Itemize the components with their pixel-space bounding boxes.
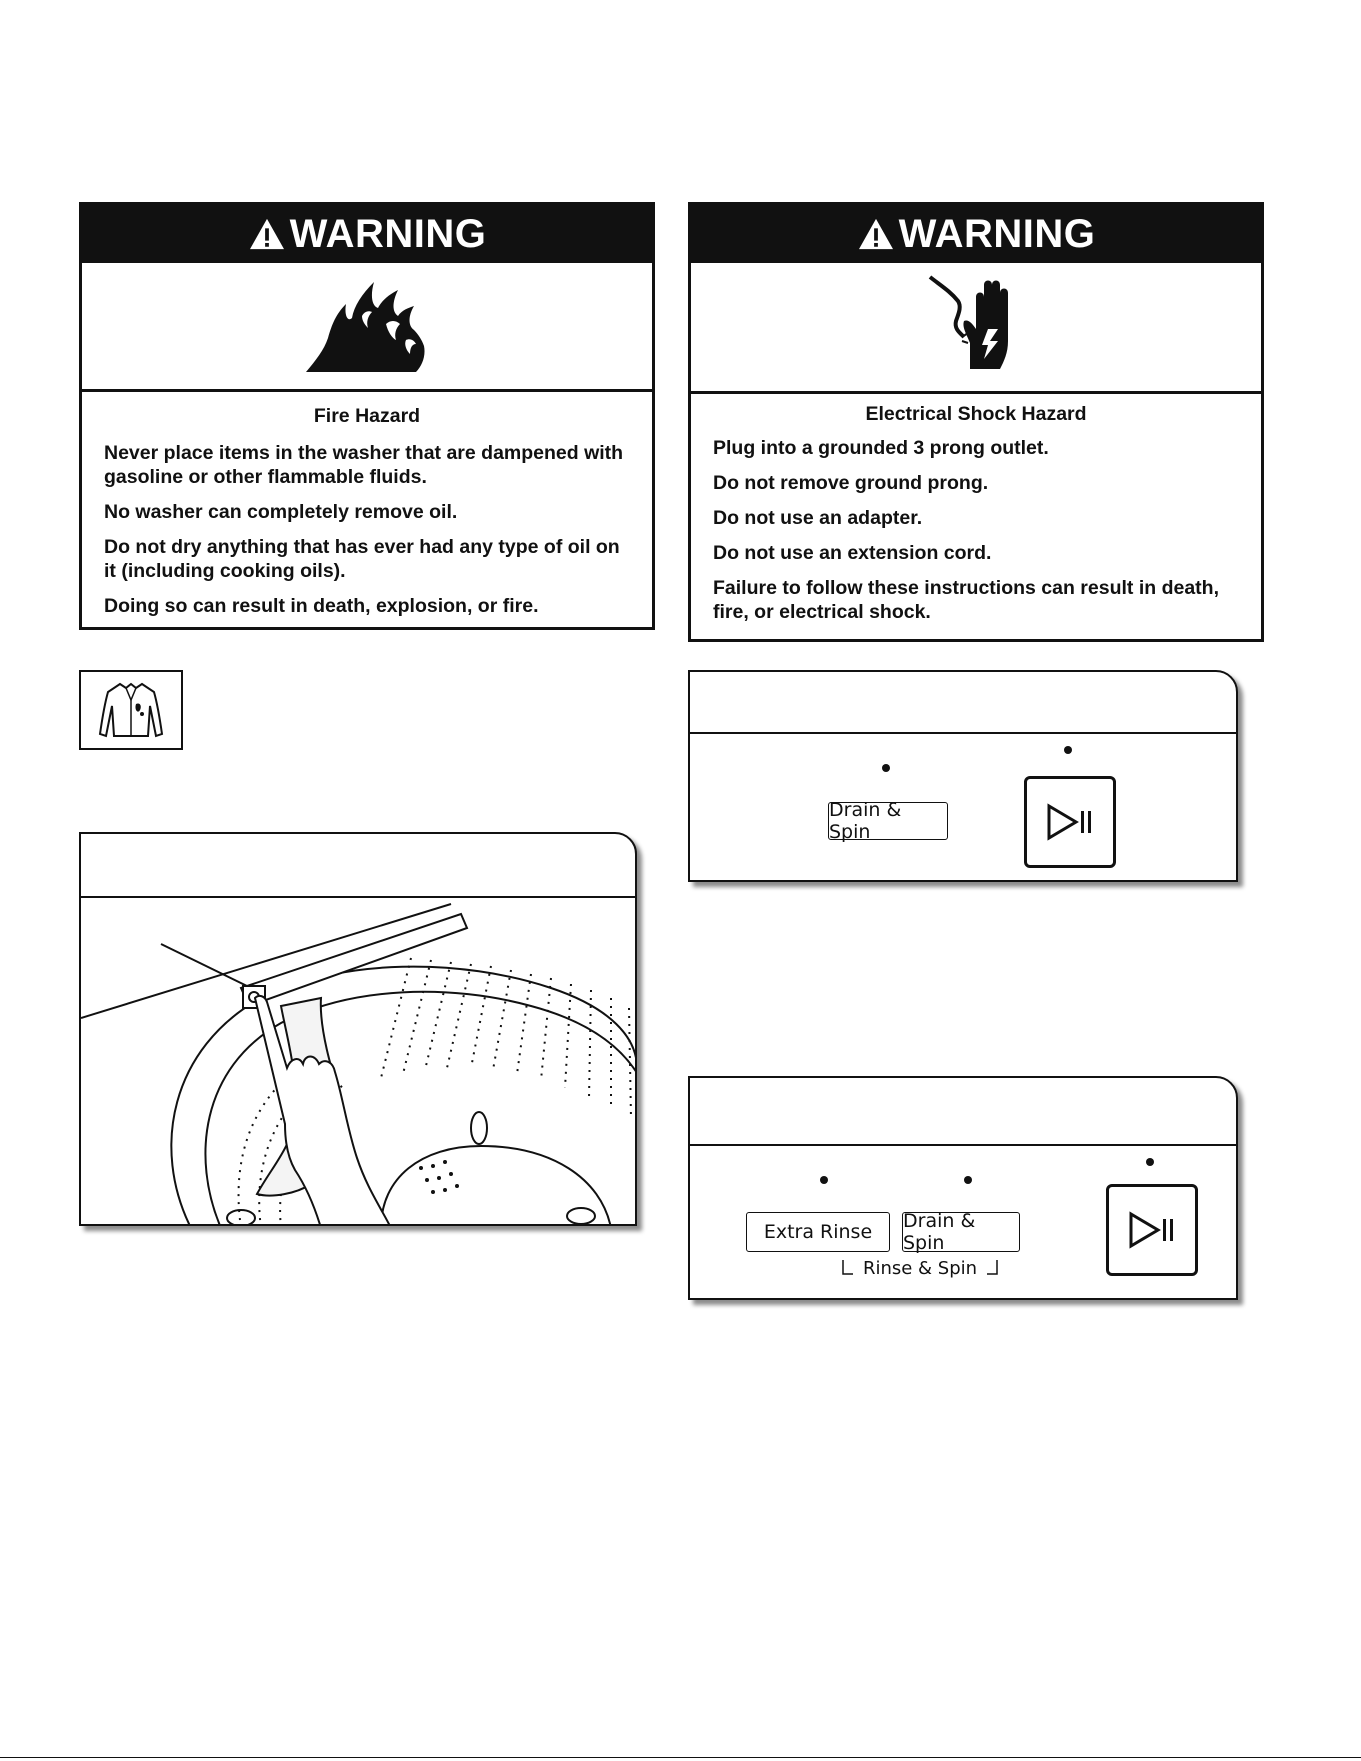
fire-icon	[302, 278, 432, 374]
start-pause-button[interactable]	[1024, 776, 1116, 868]
card-header-strip	[690, 1078, 1236, 1146]
fire-warning-line: Do not dry anything that has ever had any type of oil on it (including cooking oils).	[104, 536, 620, 582]
rinse-spin-panel	[688, 1076, 1238, 1300]
fire-warning-line: Doing so can result in death, explosion, or fire.	[104, 595, 539, 617]
drain-spin-button[interactable]: Drain & Spin	[902, 1212, 1020, 1252]
play-pause-icon	[1046, 803, 1094, 841]
extra-rinse-button[interactable]: Extra Rinse	[746, 1212, 890, 1252]
shock-warning-line: Do not remove ground prong.	[713, 472, 989, 494]
fire-warning-line: No washer can completely remove oil.	[104, 501, 458, 523]
shock-warning-line: Do not use an extension cord.	[713, 542, 992, 564]
bracket-left-icon	[841, 1260, 855, 1278]
washer-tub-illustration	[81, 898, 637, 1226]
card-header-strip	[690, 672, 1236, 734]
shock-warning-line: Do not use an adapter.	[713, 507, 923, 529]
fire-warning-line: Never place items in the washer that are dampened with gasoline or other flammable fluids.	[104, 442, 624, 488]
warning-heading: WARNING	[898, 211, 1096, 256]
shock-warning-line: Plug into a grounded 3 prong outlet.	[713, 437, 1049, 459]
stained-shirt-icon-box	[79, 670, 183, 750]
stained-shirt-icon	[96, 680, 166, 740]
bracket-right-icon	[985, 1260, 999, 1278]
rinse-spin-label: Rinse & Spin	[862, 1258, 978, 1279]
warning-heading: WARNING	[289, 211, 487, 256]
indicator-light	[1064, 746, 1072, 754]
fire-icon-area	[82, 263, 652, 392]
shock-warning-body	[691, 394, 1261, 624]
warning-header	[82, 205, 652, 263]
washer-illustration-card	[79, 832, 637, 1226]
play-pause-icon	[1128, 1211, 1176, 1249]
start-pause-button[interactable]	[1106, 1184, 1198, 1276]
drain-spin-panel	[688, 670, 1238, 882]
warning-triangle-icon	[248, 217, 286, 251]
indicator-light	[1146, 1158, 1154, 1166]
shock-hazard-title: Electrical Shock Hazard	[865, 403, 1087, 425]
indicator-light	[882, 764, 890, 772]
shock-icon-area	[691, 263, 1261, 394]
indicator-light	[964, 1176, 972, 1184]
electric-shock-hand-icon	[926, 271, 1026, 383]
fire-warning-body	[82, 392, 652, 618]
indicator-light	[820, 1176, 828, 1184]
fire-hazard-title: Fire Hazard	[313, 405, 421, 427]
drain-spin-button[interactable]: Drain & Spin	[828, 802, 948, 840]
shock-warning-box	[688, 202, 1264, 642]
footer-rule	[0, 1757, 1361, 1758]
warning-triangle-icon	[857, 217, 895, 251]
shock-warning-line: Failure to follow these instructions can result in death, fire, or electrical shock.	[713, 577, 1219, 623]
rinse-spin-combo-label	[820, 1258, 1020, 1279]
card-header-strip	[81, 834, 635, 898]
warning-header	[691, 205, 1261, 263]
fire-warning-box	[79, 202, 655, 630]
